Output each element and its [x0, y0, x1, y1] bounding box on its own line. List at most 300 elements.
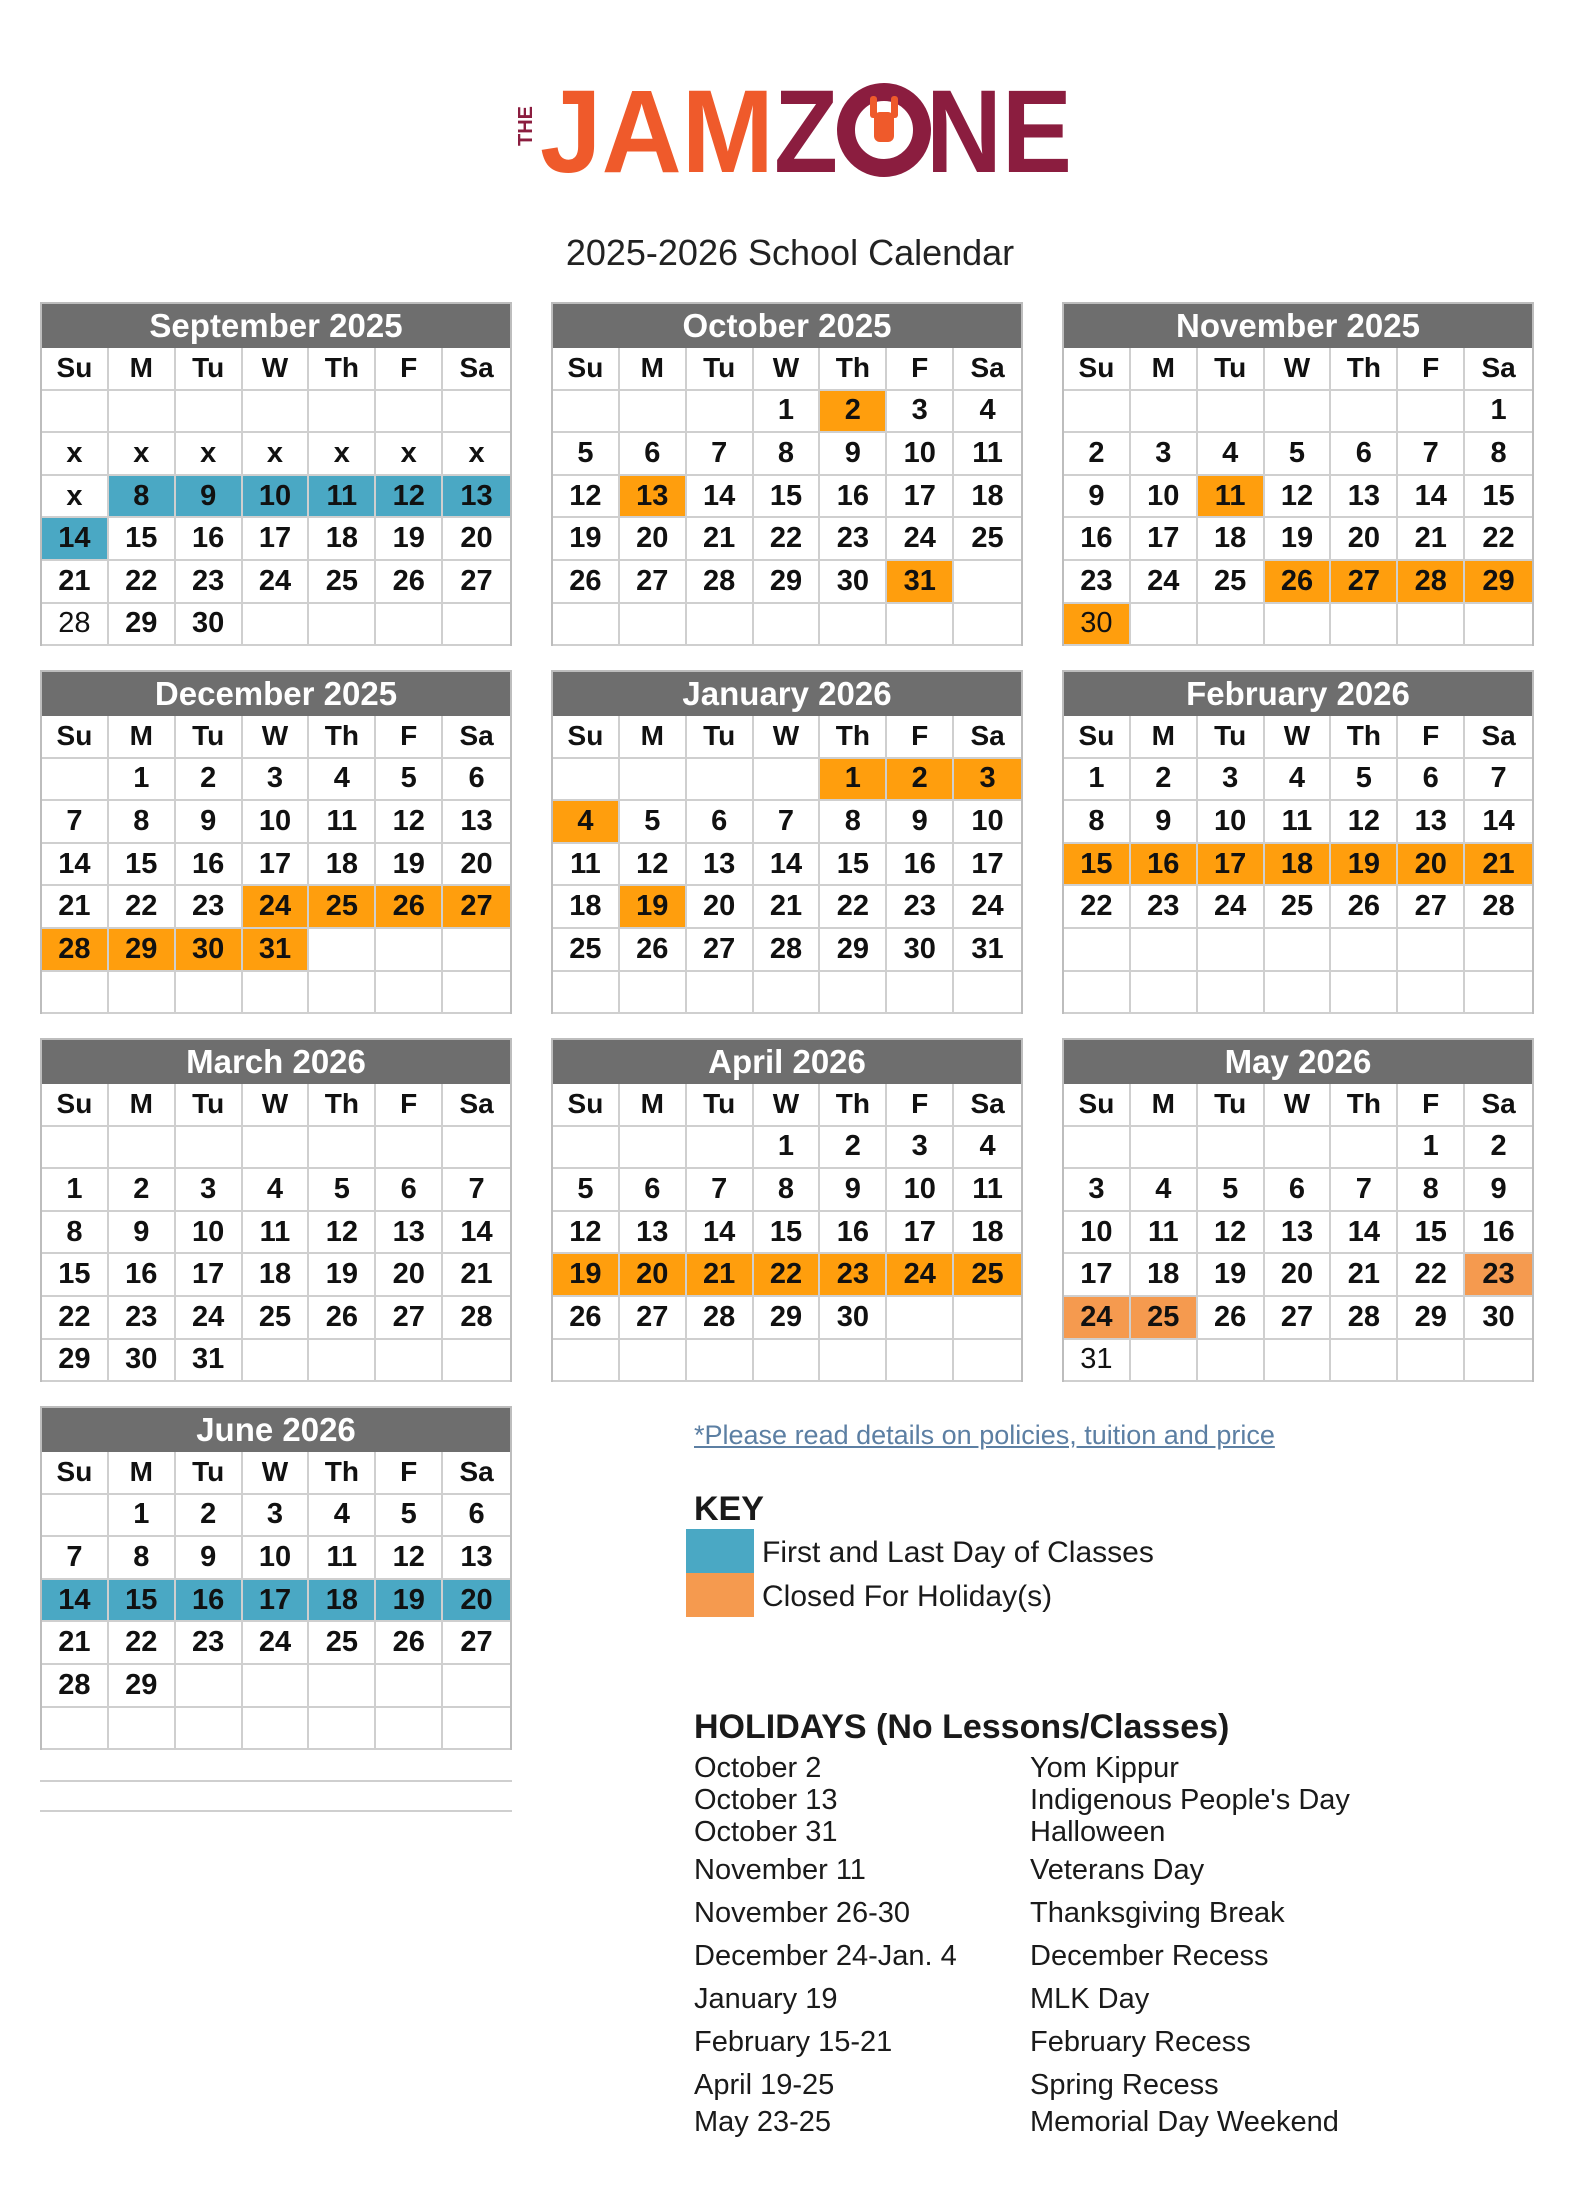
day-cell — [1131, 391, 1198, 434]
weekday-label: Th — [1331, 716, 1398, 759]
day-cell: 4 — [1131, 1169, 1198, 1212]
day-cell: 25 — [243, 1297, 310, 1340]
day-cell: 2 — [176, 1495, 243, 1538]
key-heading: KEY — [694, 1490, 764, 1528]
holiday-row — [694, 1854, 1514, 1888]
day-cell: 2 — [1064, 433, 1131, 476]
day-cell — [1465, 604, 1532, 647]
day-cell: 21 — [42, 1622, 109, 1665]
day-cell: 8 — [1465, 433, 1532, 476]
day-cell: 22 — [754, 518, 821, 561]
day-cell: 4 — [954, 391, 1021, 434]
day-cell: 1 — [1465, 391, 1532, 434]
jamzone-logo — [512, 72, 1074, 180]
day-cell: 22 — [1064, 886, 1131, 929]
day-cell: 3 — [176, 1169, 243, 1212]
day-cell: 22 — [109, 886, 176, 929]
day-cell: 3 — [887, 1127, 954, 1170]
day-cell — [954, 1297, 1021, 1340]
day-cell: 27 — [1265, 1297, 1332, 1340]
day-cell — [309, 1665, 376, 1708]
day-cell — [754, 604, 821, 647]
day-cell: 1 — [109, 1495, 176, 1538]
day-cell: 8 — [109, 1537, 176, 1580]
weekday-label: M — [620, 716, 687, 759]
weekday-label: F — [887, 1084, 954, 1127]
day-cell: 24 — [1064, 1297, 1131, 1340]
holiday-row — [694, 2026, 1514, 2060]
month-title: June 2026 — [42, 1408, 510, 1452]
day-cell — [1465, 972, 1532, 1015]
day-cell — [309, 604, 376, 647]
day-cell — [620, 759, 687, 802]
day-cell: 7 — [1465, 759, 1532, 802]
day-cell: 16 — [1064, 518, 1131, 561]
holiday-name: Memorial Day Weekend — [1030, 2106, 1339, 2138]
day-cell: 3 — [1198, 759, 1265, 802]
day-cell: 9 — [887, 801, 954, 844]
day-cell: x — [176, 433, 243, 476]
day-cell: 12 — [376, 1537, 443, 1580]
day-cell — [687, 1127, 754, 1170]
day-cell: 9 — [176, 1537, 243, 1580]
day-cell: 9 — [1465, 1169, 1532, 1212]
day-cell: 4 — [1265, 759, 1332, 802]
day-cell: 10 — [1198, 801, 1265, 844]
day-cell — [243, 391, 310, 434]
day-cell: 23 — [820, 518, 887, 561]
weekday-label: F — [376, 716, 443, 759]
calendar-title: 2025-2026 School Calendar — [565, 232, 1015, 273]
day-cell: 9 — [820, 1169, 887, 1212]
day-cell — [1131, 1127, 1198, 1170]
day-cell — [176, 972, 243, 1015]
day-cell: 27 — [376, 1297, 443, 1340]
day-cell: 19 — [620, 886, 687, 929]
day-cell: 13 — [620, 1212, 687, 1255]
day-cell: 15 — [42, 1254, 109, 1297]
day-cell: 10 — [243, 476, 310, 519]
day-cell: 17 — [1064, 1254, 1131, 1297]
weekday-label: Tu — [176, 1452, 243, 1495]
weekday-label: W — [1265, 348, 1332, 391]
weekday-label: Th — [820, 716, 887, 759]
day-cell — [243, 604, 310, 647]
day-cell: 28 — [42, 929, 109, 972]
first-last-swatch — [686, 1529, 754, 1573]
holiday-name: December Recess — [1030, 1940, 1269, 1972]
day-cell: 5 — [1198, 1169, 1265, 1212]
day-cell: 18 — [553, 886, 620, 929]
day-cell — [887, 1340, 954, 1383]
day-cell — [620, 604, 687, 647]
day-cell: 25 — [309, 561, 376, 604]
day-cell — [243, 1708, 310, 1751]
day-cell: 24 — [954, 886, 1021, 929]
day-cell: 18 — [954, 476, 1021, 519]
day-cell: 24 — [243, 561, 310, 604]
day-cell: 17 — [243, 844, 310, 887]
day-cell: 31 — [176, 1340, 243, 1383]
day-cell: 15 — [1064, 844, 1131, 887]
weekday-label: Su — [553, 348, 620, 391]
weekday-label: Sa — [443, 348, 510, 391]
holiday-name: MLK Day — [1030, 1983, 1150, 2015]
weekday-label: W — [243, 716, 310, 759]
month-title: November 2025 — [1064, 304, 1532, 348]
day-cell: 11 — [954, 433, 1021, 476]
day-cell: 1 — [109, 759, 176, 802]
day-cell: 19 — [553, 518, 620, 561]
day-cell — [376, 1127, 443, 1170]
day-cell: 8 — [109, 801, 176, 844]
day-cell: 9 — [176, 801, 243, 844]
day-cell: 28 — [1398, 561, 1465, 604]
day-cell: 17 — [243, 1580, 310, 1623]
day-cell: 30 — [109, 1340, 176, 1383]
day-cell: 15 — [754, 1212, 821, 1255]
day-cell — [42, 1127, 109, 1170]
day-cell: 11 — [243, 1212, 310, 1255]
day-cell: 27 — [620, 1297, 687, 1340]
day-cell: 20 — [443, 518, 510, 561]
day-cell: 13 — [443, 476, 510, 519]
day-cell — [42, 759, 109, 802]
day-cell — [553, 604, 620, 647]
month-title: May 2026 — [1064, 1040, 1532, 1084]
day-cell: 27 — [620, 561, 687, 604]
day-cell: 19 — [376, 1580, 443, 1623]
day-cell — [243, 1665, 310, 1708]
day-cell: 2 — [109, 1169, 176, 1212]
day-cell: 30 — [176, 929, 243, 972]
day-cell: 24 — [1131, 561, 1198, 604]
holiday-name: Halloween — [1030, 1816, 1166, 1848]
day-cell: 11 — [954, 1169, 1021, 1212]
day-cell: 12 — [620, 844, 687, 887]
day-cell: 8 — [42, 1212, 109, 1255]
day-cell: 7 — [443, 1169, 510, 1212]
weekday-label: Sa — [1465, 1084, 1532, 1127]
day-cell: 29 — [42, 1340, 109, 1383]
first-last-label: First and Last Day of Classes — [762, 1536, 1154, 1569]
weekday-label: W — [1265, 1084, 1332, 1127]
weekday-label: M — [109, 1084, 176, 1127]
month-grid — [42, 1452, 510, 1750]
day-cell: 21 — [42, 561, 109, 604]
day-cell: 12 — [1265, 476, 1332, 519]
day-cell: 16 — [109, 1254, 176, 1297]
day-cell: 9 — [820, 433, 887, 476]
weekday-label: W — [243, 1084, 310, 1127]
day-cell: 7 — [687, 1169, 754, 1212]
weekday-label: Tu — [176, 1084, 243, 1127]
day-cell — [1265, 391, 1332, 434]
day-cell: 6 — [687, 801, 754, 844]
weekday-label: Tu — [1198, 348, 1265, 391]
day-cell — [954, 604, 1021, 647]
day-cell: 11 — [309, 476, 376, 519]
day-cell — [443, 604, 510, 647]
day-cell — [1198, 1340, 1265, 1383]
day-cell — [443, 1340, 510, 1383]
month-calendar — [551, 1038, 1023, 1382]
day-cell: 17 — [887, 1212, 954, 1255]
day-cell: 23 — [887, 886, 954, 929]
holiday-row — [694, 2106, 1514, 2140]
day-cell: 21 — [687, 518, 754, 561]
day-cell — [376, 1708, 443, 1751]
weekday-label: Th — [309, 1084, 376, 1127]
day-cell: 24 — [243, 886, 310, 929]
holiday-date: February 15-21 — [694, 2026, 893, 2058]
holiday-row — [694, 1983, 1514, 2017]
weekday-label: Tu — [687, 716, 754, 759]
weekday-label: W — [243, 348, 310, 391]
day-cell: 27 — [443, 561, 510, 604]
day-cell: 28 — [687, 561, 754, 604]
weekday-label: F — [1398, 1084, 1465, 1127]
holiday-date: May 23-25 — [694, 2106, 832, 2138]
day-cell: 8 — [109, 476, 176, 519]
day-cell: 18 — [243, 1254, 310, 1297]
day-cell: 17 — [954, 844, 1021, 887]
day-cell: 4 — [309, 759, 376, 802]
day-cell: 30 — [1064, 604, 1131, 647]
day-cell: 5 — [376, 759, 443, 802]
day-cell — [1398, 929, 1465, 972]
day-cell: 25 — [1131, 1297, 1198, 1340]
day-cell: 29 — [754, 561, 821, 604]
day-cell — [687, 972, 754, 1015]
day-cell — [754, 1340, 821, 1383]
day-cell: 8 — [754, 433, 821, 476]
day-cell: 3 — [1064, 1169, 1131, 1212]
logo-z-text: Z — [774, 72, 838, 180]
divider-line — [40, 1810, 512, 1812]
day-cell: 27 — [1398, 886, 1465, 929]
day-cell — [1265, 972, 1332, 1015]
weekday-label: Th — [309, 1452, 376, 1495]
day-cell: 8 — [1064, 801, 1131, 844]
day-cell: x — [309, 433, 376, 476]
day-cell — [42, 1708, 109, 1751]
day-cell: 22 — [754, 1254, 821, 1297]
day-cell: 14 — [687, 476, 754, 519]
day-cell: 30 — [176, 604, 243, 647]
day-cell: 1 — [1398, 1127, 1465, 1170]
day-cell: 24 — [887, 518, 954, 561]
day-cell: 13 — [1331, 476, 1398, 519]
day-cell: 5 — [1331, 759, 1398, 802]
day-cell: 15 — [820, 844, 887, 887]
day-cell — [42, 972, 109, 1015]
day-cell: 8 — [754, 1169, 821, 1212]
holiday-row — [694, 1897, 1514, 1931]
day-cell: 28 — [443, 1297, 510, 1340]
day-cell: 4 — [309, 1495, 376, 1538]
day-cell: 14 — [443, 1212, 510, 1255]
day-cell — [1331, 929, 1398, 972]
holiday-date: November 26-30 — [694, 1897, 910, 1929]
weekday-label: M — [1131, 1084, 1198, 1127]
day-cell: 11 — [553, 844, 620, 887]
day-cell: 10 — [887, 1169, 954, 1212]
weekday-label: Sa — [443, 716, 510, 759]
weekday-label: Th — [1331, 348, 1398, 391]
day-cell: 25 — [1265, 886, 1332, 929]
day-cell: 17 — [887, 476, 954, 519]
day-cell: 19 — [1198, 1254, 1265, 1297]
day-cell: 25 — [954, 518, 1021, 561]
day-cell: 14 — [42, 844, 109, 887]
day-cell: 30 — [820, 561, 887, 604]
day-cell — [1265, 1340, 1332, 1383]
day-cell: 13 — [376, 1212, 443, 1255]
day-cell — [243, 972, 310, 1015]
weekday-label: M — [109, 716, 176, 759]
weekday-label: Tu — [1198, 716, 1265, 759]
day-cell: 26 — [1198, 1297, 1265, 1340]
day-cell: 16 — [1465, 1212, 1532, 1255]
holiday-name: Spring Recess — [1030, 2069, 1219, 2101]
day-cell: 18 — [954, 1212, 1021, 1255]
day-cell: 29 — [109, 604, 176, 647]
day-cell — [1198, 1127, 1265, 1170]
day-cell: 15 — [109, 1580, 176, 1623]
day-cell: 23 — [109, 1297, 176, 1340]
day-cell: 17 — [176, 1254, 243, 1297]
divider-line — [40, 1780, 512, 1782]
weekday-label: Th — [820, 348, 887, 391]
month-grid — [553, 348, 1021, 646]
weekday-label: F — [376, 348, 443, 391]
day-cell: 21 — [687, 1254, 754, 1297]
day-cell: 31 — [887, 561, 954, 604]
holiday-label: Closed For Holiday(s) — [762, 1580, 1053, 1613]
day-cell — [176, 1127, 243, 1170]
day-cell: 18 — [1265, 844, 1332, 887]
day-cell: 27 — [443, 1622, 510, 1665]
day-cell: 7 — [42, 1537, 109, 1580]
day-cell: x — [243, 433, 310, 476]
day-cell: 9 — [1131, 801, 1198, 844]
day-cell: 3 — [243, 759, 310, 802]
day-cell: 3 — [1131, 433, 1198, 476]
day-cell: 17 — [243, 518, 310, 561]
day-cell: 14 — [42, 1580, 109, 1623]
day-cell: 20 — [376, 1254, 443, 1297]
day-cell — [176, 391, 243, 434]
weekday-label: Th — [1331, 1084, 1398, 1127]
month-grid — [553, 716, 1021, 1014]
day-cell: 26 — [1331, 886, 1398, 929]
day-cell — [553, 972, 620, 1015]
day-cell: 11 — [309, 801, 376, 844]
day-cell: 15 — [109, 518, 176, 561]
day-cell — [820, 604, 887, 647]
weekday-label: F — [887, 716, 954, 759]
weekday-label: Su — [42, 716, 109, 759]
day-cell — [887, 604, 954, 647]
day-cell: 22 — [1398, 1254, 1465, 1297]
policy-link[interactable]: *Please read details on policies, tuition and price — [694, 1420, 1275, 1450]
day-cell: 6 — [1398, 759, 1465, 802]
day-cell: 1 — [820, 759, 887, 802]
day-cell: 19 — [1331, 844, 1398, 887]
day-cell: 13 — [443, 1537, 510, 1580]
weekday-label: Th — [309, 348, 376, 391]
day-cell — [687, 604, 754, 647]
month-grid — [1064, 1084, 1532, 1382]
weekday-label: W — [243, 1452, 310, 1495]
weekday-label: W — [1265, 716, 1332, 759]
day-cell: 24 — [887, 1254, 954, 1297]
day-cell — [1398, 391, 1465, 434]
day-cell: 6 — [1265, 1169, 1332, 1212]
day-cell: 19 — [376, 844, 443, 887]
holiday-date: October 31 — [694, 1816, 838, 1848]
day-cell: x — [443, 433, 510, 476]
day-cell: 4 — [553, 801, 620, 844]
day-cell: 14 — [687, 1212, 754, 1255]
day-cell: 27 — [687, 929, 754, 972]
day-cell: 5 — [309, 1169, 376, 1212]
day-cell: 6 — [443, 1495, 510, 1538]
day-cell: 12 — [553, 476, 620, 519]
day-cell: 28 — [42, 1665, 109, 1708]
day-cell: 1 — [42, 1169, 109, 1212]
day-cell — [1131, 972, 1198, 1015]
day-cell: 3 — [243, 1495, 310, 1538]
day-cell: 8 — [1398, 1169, 1465, 1212]
day-cell — [443, 1665, 510, 1708]
day-cell: 1 — [1064, 759, 1131, 802]
day-cell: 21 — [1398, 518, 1465, 561]
weekday-label: Tu — [1198, 1084, 1265, 1127]
day-cell: 23 — [820, 1254, 887, 1297]
day-cell: 10 — [243, 1537, 310, 1580]
month-calendar — [551, 302, 1023, 646]
day-cell — [376, 391, 443, 434]
day-cell: 13 — [443, 801, 510, 844]
holiday-date: January 19 — [694, 1983, 838, 2015]
day-cell: 4 — [954, 1127, 1021, 1170]
day-cell: 18 — [1198, 518, 1265, 561]
month-calendar — [40, 1038, 512, 1382]
day-cell: 10 — [1064, 1212, 1131, 1255]
day-cell: x — [42, 433, 109, 476]
rock-hand-o-icon — [846, 92, 922, 168]
day-cell — [1198, 972, 1265, 1015]
day-cell: 21 — [443, 1254, 510, 1297]
day-cell: 10 — [243, 801, 310, 844]
weekday-label: Sa — [1465, 348, 1532, 391]
day-cell: 9 — [176, 476, 243, 519]
weekday-label: M — [109, 1452, 176, 1495]
day-cell: 8 — [820, 801, 887, 844]
weekday-label: Sa — [954, 716, 1021, 759]
month-calendar — [40, 1406, 512, 1750]
day-cell: 16 — [176, 1580, 243, 1623]
holiday-name: Thanksgiving Break — [1030, 1897, 1285, 1929]
day-cell: 7 — [754, 801, 821, 844]
day-cell: 13 — [1265, 1212, 1332, 1255]
day-cell: 11 — [309, 1537, 376, 1580]
day-cell — [1265, 604, 1332, 647]
day-cell: 12 — [553, 1212, 620, 1255]
weekday-label: W — [754, 716, 821, 759]
